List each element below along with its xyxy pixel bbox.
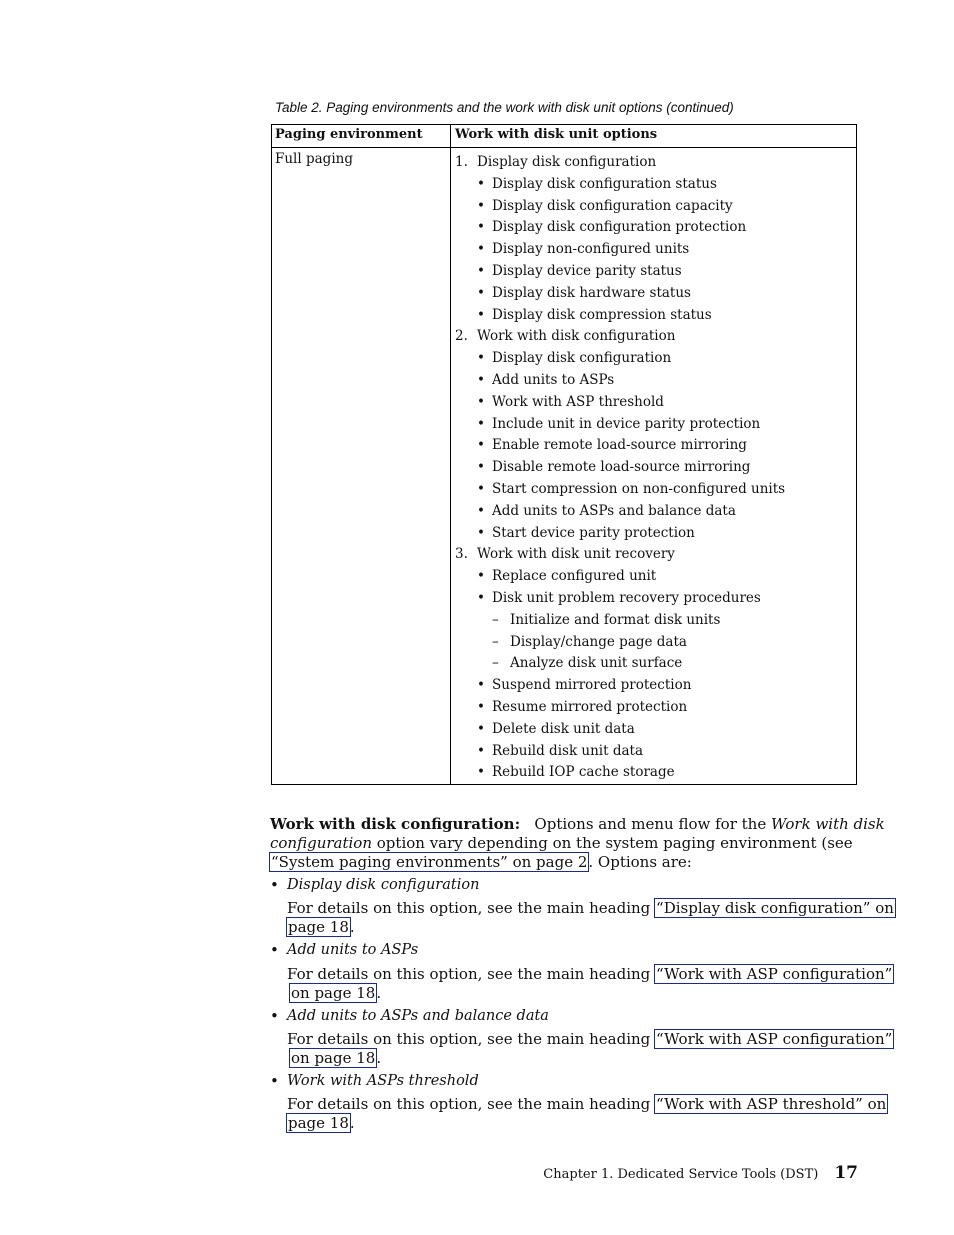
option-item bbox=[455, 261, 855, 283]
option-item bbox=[455, 457, 855, 479]
option-item bbox=[455, 152, 855, 174]
page-footer bbox=[543, 1163, 858, 1183]
option-item bbox=[455, 544, 855, 566]
option-marker: • bbox=[477, 306, 485, 323]
option-text: Add units to ASPs and balance data bbox=[492, 502, 736, 519]
option-text: Resume mirrored protection bbox=[492, 698, 688, 715]
option-marker: • bbox=[477, 197, 485, 214]
item-detail-line bbox=[287, 1030, 893, 1050]
period: . bbox=[349, 918, 355, 936]
option-item bbox=[455, 566, 855, 588]
option-marker: • bbox=[477, 698, 485, 715]
header-work-with-options: Work with disk unit options bbox=[455, 127, 658, 142]
detail-prefix: For details on this option, see the main heading bbox=[287, 1095, 651, 1113]
intro-italic-1: Work with disk bbox=[770, 815, 885, 833]
item-detail-line-2 bbox=[290, 1049, 880, 1069]
system-paging-link[interactable]: “System paging environments” on page 2 bbox=[271, 853, 588, 871]
option-item bbox=[455, 741, 855, 763]
option-text: Display disk configuration bbox=[492, 350, 672, 367]
option-item bbox=[455, 174, 855, 196]
item-title: Add units to ASPs and balance data bbox=[287, 1008, 549, 1024]
option-marker: • bbox=[477, 262, 485, 279]
option-marker: • bbox=[477, 241, 485, 258]
option-text: Add units to ASPs bbox=[492, 371, 615, 388]
option-marker: • bbox=[477, 720, 485, 737]
bullet-marker: • bbox=[270, 876, 279, 894]
option-text: Start compression on non-configured units bbox=[492, 480, 786, 497]
option-marker: • bbox=[477, 371, 485, 388]
item-detail-line bbox=[287, 1095, 887, 1115]
option-marker: • bbox=[477, 350, 485, 367]
bullet-marker: • bbox=[270, 941, 279, 959]
option-text: Suspend mirrored protection bbox=[492, 677, 692, 694]
option-text: Display device parity status bbox=[492, 262, 682, 279]
option-text: Start device parity protection bbox=[492, 524, 695, 541]
option-text: Display disk configuration protection bbox=[492, 219, 747, 236]
intro-text-1: Options and menu flow for the bbox=[534, 815, 767, 833]
option-item bbox=[455, 479, 855, 501]
option-text: Display disk configuration bbox=[477, 154, 657, 170]
page-number: 17 bbox=[834, 1163, 858, 1183]
option-item bbox=[455, 239, 855, 261]
option-marker: • bbox=[477, 742, 485, 759]
option-marker: • bbox=[477, 677, 485, 694]
option-text: Display disk compression status bbox=[492, 306, 712, 323]
asp-config-balance-link-a[interactable]: “Work with ASP configuration” bbox=[656, 1030, 893, 1048]
chapter-title: Chapter 1. Dedicated Service Tools (DST) bbox=[543, 1167, 819, 1182]
item-title: Display disk configuration bbox=[287, 877, 480, 893]
option-item bbox=[455, 762, 855, 784]
option-item bbox=[455, 501, 855, 523]
option-item bbox=[455, 392, 855, 414]
asp-threshold-link-a[interactable]: “Work with ASP threshold” on bbox=[656, 1095, 887, 1113]
display-disk-config-link-a[interactable]: “Display disk configuration” on bbox=[656, 899, 894, 917]
section-line-1 bbox=[270, 815, 885, 835]
display-disk-config-link-b[interactable]: page 18 bbox=[288, 918, 349, 936]
detail-prefix: For details on this option, see the main heading bbox=[287, 899, 651, 917]
option-text: Replace configured unit bbox=[492, 568, 657, 585]
option-text: Display disk hardware status bbox=[492, 284, 691, 301]
period: . bbox=[376, 984, 382, 1002]
option-item bbox=[455, 305, 855, 327]
option-item bbox=[455, 348, 855, 370]
intro-text-2: option vary depending on the system paging environment (see bbox=[376, 834, 853, 852]
option-text: Analyze disk unit surface bbox=[510, 655, 683, 672]
section-line-3 bbox=[270, 853, 860, 873]
option-item bbox=[455, 632, 855, 654]
option-marker: – bbox=[492, 655, 499, 672]
option-text: Display/change page data bbox=[510, 633, 687, 650]
item-detail-line-2 bbox=[287, 1114, 877, 1134]
period: . bbox=[376, 1049, 382, 1067]
option-item bbox=[455, 719, 855, 741]
intro-italic-2: configuration bbox=[270, 834, 372, 852]
option-marker: 2. bbox=[455, 328, 468, 345]
option-marker: • bbox=[477, 175, 485, 192]
option-marker: • bbox=[477, 219, 485, 236]
detail-prefix: For details on this option, see the main heading bbox=[287, 1030, 651, 1048]
asp-config-balance-link-b[interactable]: on page 18 bbox=[291, 1049, 376, 1067]
option-marker: • bbox=[477, 393, 485, 410]
option-marker: • bbox=[477, 568, 485, 585]
option-item bbox=[455, 196, 855, 218]
option-text: Disable remote load-source mirroring bbox=[492, 459, 751, 476]
option-item bbox=[455, 217, 855, 239]
option-item bbox=[455, 414, 855, 436]
option-item bbox=[455, 435, 855, 457]
option-marker: • bbox=[477, 415, 485, 432]
option-marker: • bbox=[477, 437, 485, 454]
option-item bbox=[455, 326, 855, 348]
option-marker: • bbox=[477, 589, 485, 606]
option-text: Disk unit problem recovery procedures bbox=[492, 589, 761, 606]
period: . bbox=[349, 1114, 355, 1132]
option-text: Rebuild IOP cache storage bbox=[492, 764, 675, 781]
option-marker: – bbox=[492, 633, 499, 650]
option-item bbox=[455, 523, 855, 545]
options-list bbox=[455, 152, 855, 784]
option-marker: • bbox=[477, 480, 485, 497]
option-text: Display disk configuration capacity bbox=[492, 197, 733, 214]
option-text: Display non-configured units bbox=[492, 241, 690, 258]
item-detail-line-2 bbox=[287, 918, 877, 938]
option-item bbox=[455, 610, 855, 632]
asp-config-link-a[interactable]: “Work with ASP configuration” bbox=[656, 965, 893, 983]
option-text: Work with disk configuration bbox=[477, 328, 676, 345]
item-detail-line-2 bbox=[290, 984, 880, 1004]
option-text: Include unit in device parity protection bbox=[492, 415, 761, 432]
item-title: Work with ASPs threshold bbox=[287, 1073, 479, 1089]
paging-options-table bbox=[271, 124, 857, 785]
asp-threshold-link-b[interactable]: page 18 bbox=[288, 1114, 349, 1132]
column-divider bbox=[450, 125, 451, 784]
table-caption: Table 2. Paging environments and the work with disk unit options (continued) bbox=[275, 100, 734, 115]
env-cell: Full paging bbox=[275, 151, 353, 167]
option-marker: • bbox=[477, 524, 485, 541]
option-text: Initialize and format disk units bbox=[510, 611, 721, 628]
option-item bbox=[455, 283, 855, 305]
option-item bbox=[455, 653, 855, 675]
asp-config-link-b[interactable]: on page 18 bbox=[291, 984, 376, 1002]
option-item bbox=[455, 370, 855, 392]
option-text: Rebuild disk unit data bbox=[492, 742, 644, 759]
option-marker: • bbox=[477, 764, 485, 781]
option-item bbox=[455, 697, 855, 719]
section-heading: Work with disk configuration: bbox=[270, 815, 521, 833]
option-item bbox=[455, 588, 855, 610]
option-text: Display disk configuration status bbox=[492, 175, 717, 192]
item-detail-line bbox=[287, 899, 894, 919]
option-marker: 3. bbox=[455, 546, 468, 563]
item-detail-line bbox=[287, 965, 893, 985]
option-marker: – bbox=[492, 611, 499, 628]
item-title: Add units to ASPs bbox=[287, 942, 419, 958]
bullet-marker: • bbox=[270, 1072, 279, 1090]
option-text: Work with ASP threshold bbox=[492, 393, 664, 410]
option-marker: 1. bbox=[455, 154, 468, 170]
option-text: Enable remote load-source mirroring bbox=[492, 437, 747, 454]
option-marker: • bbox=[477, 502, 485, 519]
section-line-2 bbox=[270, 834, 860, 854]
option-text: Delete disk unit data bbox=[492, 720, 635, 737]
option-item bbox=[455, 675, 855, 697]
option-marker: • bbox=[477, 459, 485, 476]
intro-text-3: . Options are: bbox=[588, 853, 692, 871]
bullet-marker: • bbox=[270, 1007, 279, 1025]
option-text: Work with disk unit recovery bbox=[477, 546, 675, 563]
option-marker: • bbox=[477, 284, 485, 301]
detail-prefix: For details on this option, see the main heading bbox=[287, 965, 651, 983]
header-paging-environment: Paging environment bbox=[275, 127, 423, 142]
